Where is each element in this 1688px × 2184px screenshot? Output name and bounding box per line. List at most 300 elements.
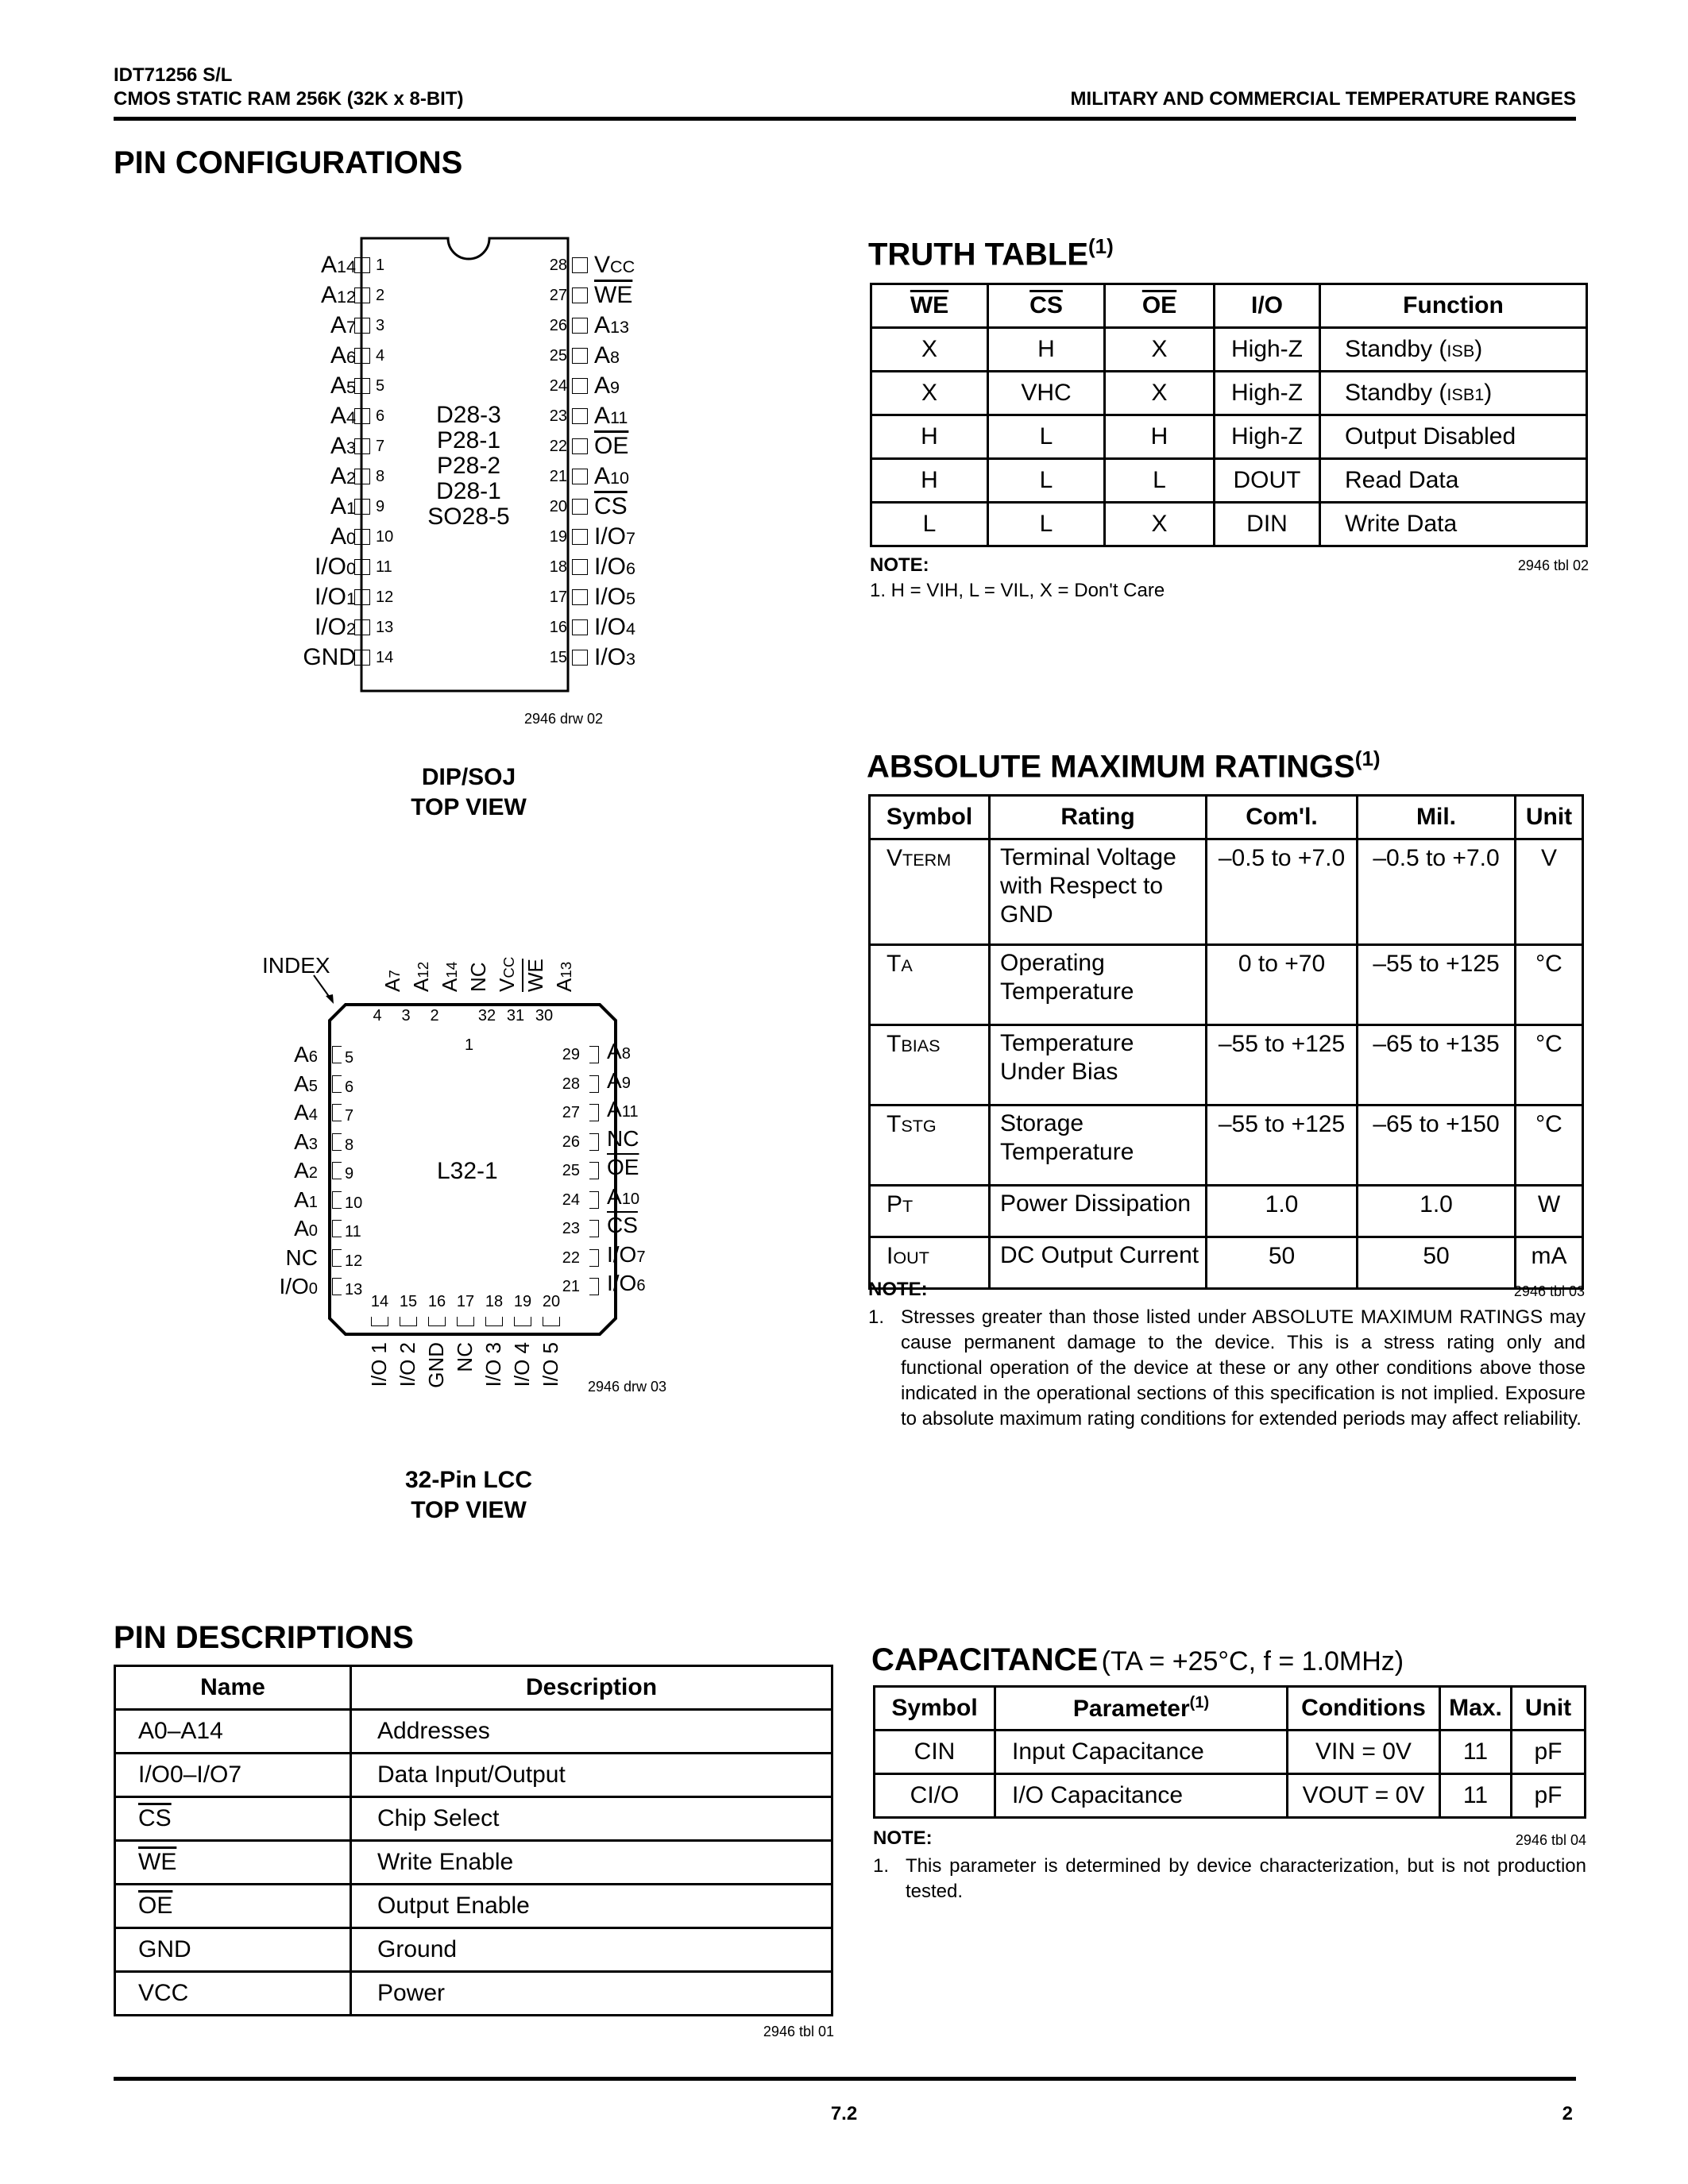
th-conditions: Conditions: [1288, 1687, 1440, 1731]
truth-table-row: [871, 328, 1587, 372]
cell-oe: X: [1105, 372, 1215, 415]
cell-cap-unit: pF: [1512, 1774, 1586, 1818]
lcc-caption-1: 32-Pin LCC: [404, 1467, 533, 1493]
pin-desc-row: [115, 1797, 832, 1841]
pin-label: A4: [294, 1100, 318, 1125]
abs-note-num: 1.: [868, 1306, 885, 1328]
truth-note-label: NOTE:: [870, 554, 929, 576]
dip-pin-8: [270, 461, 413, 492]
lcc-pin-number: 29: [562, 1046, 580, 1063]
cell-symbol: VTERM: [870, 839, 990, 945]
pin-label: A0: [330, 523, 356, 550]
dip-pin-28: [549, 250, 689, 280]
header-right: MILITARY AND COMMERCIAL TEMPERATURE RANGES: [1070, 88, 1576, 110]
pin-pad: [332, 1046, 342, 1063]
dip-pin-number: 9: [376, 498, 385, 515]
pin-label: A8: [607, 1039, 631, 1063]
cell-io: High-Z: [1215, 372, 1320, 415]
pin-pad: [457, 1317, 474, 1326]
pin-pad: [514, 1317, 531, 1326]
abs-max-title: ABSOLUTE MAXIMUM RATINGS$^{(1)}$: [867, 747, 1381, 785]
header-part: IDT71256 S/L: [114, 64, 233, 86]
th-cap-unit: Unit: [1512, 1687, 1586, 1731]
cell-parameter: I/O Capacitance: [995, 1774, 1288, 1818]
pin-label: A0: [294, 1216, 318, 1241]
pin-label: A1: [330, 493, 356, 519]
dip-diagram: [270, 234, 683, 695]
dip-pin-number: 3: [376, 317, 385, 334]
pin-pad: [589, 1075, 599, 1093]
lcc-pin-number: 22: [562, 1248, 580, 1267]
pin-label: VCC: [594, 252, 635, 278]
cell-unit: mA: [1516, 1237, 1583, 1289]
cell-io: DIN: [1215, 503, 1320, 546]
pin-desc-row: [115, 1841, 832, 1885]
cell-pin-description: Output Enable: [351, 1885, 832, 1928]
lcc-pin-12: [254, 1244, 365, 1272]
pin-pad: [572, 589, 588, 605]
lcc-bottom-pin-number: 14: [370, 1293, 389, 1310]
pin-desc-row: [115, 1754, 832, 1797]
cell-cs: H: [988, 328, 1105, 372]
lcc-pin-number: 24: [562, 1190, 580, 1209]
cell-unit: °C: [1516, 1106, 1583, 1186]
cell-pin-description: Ground: [351, 1928, 832, 1972]
dip-drw-ref: 2946 drw 02: [524, 711, 604, 727]
dip-pin-number: 27: [549, 287, 567, 304]
cell-pin-name: $\overline{WE}$: [115, 1841, 351, 1885]
dip-pin-number: 11: [376, 558, 392, 576]
header-rule: [114, 117, 1576, 121]
cell-we: H: [871, 415, 988, 459]
lcc-pin-22: [556, 1241, 699, 1272]
cell-coml: 50: [1207, 1237, 1358, 1289]
cell-pin-description: Addresses: [351, 1710, 832, 1754]
pin-label: GND: [303, 644, 356, 670]
dip-pin-number: 12: [376, 588, 394, 606]
th-name: Name: [115, 1666, 351, 1710]
abs-max-row: [870, 1025, 1583, 1106]
pin-label: A7: [380, 970, 404, 992]
abs-note: Stresses greater than those listed under ABSOLUTE MAXIMUM RATINGS may cause permanent damage to the device. This is a stress rating only and functional operation of the device at these or any other conditions above those indicated in the operational sections of this specification is not implied. Exposure to absolute maximum rating conditions for extended periods may affect reliability.: [901, 1306, 1586, 1430]
pin-pad: [589, 1278, 599, 1295]
pin-pad: [572, 348, 588, 364]
cell-cs: L: [988, 459, 1105, 503]
dip-pin-27: [549, 280, 689, 311]
pin-label: I/O6: [594, 554, 636, 580]
lcc-top-pin-number: 30: [535, 1007, 554, 1024]
lcc-pin-number: 25: [562, 1162, 580, 1179]
pin-label: A12: [320, 282, 356, 308]
cell-coml: –0.5 to +7.0: [1207, 839, 1358, 945]
pin-pad: [371, 1317, 388, 1326]
pin-desc-row: [115, 1885, 832, 1928]
lcc-pin-13: [254, 1272, 365, 1301]
lcc-pin-number: 8: [345, 1136, 354, 1154]
pin-label: I/O6: [607, 1271, 646, 1295]
abs-note-label: NOTE:: [868, 1279, 928, 1300]
pin-pad: [354, 257, 370, 273]
cell-mil: –65 to +150: [1358, 1106, 1516, 1186]
lcc-top-pin-label: [463, 933, 492, 992]
dip-pin-7: [270, 431, 413, 461]
lcc-bottom-pin-label: GND: [424, 1342, 448, 1388]
dip-pin-5: [270, 371, 413, 401]
dip-pin-number: 8: [376, 468, 385, 485]
pin-label: A14: [438, 961, 462, 992]
lcc-bottom-pin-number: 19: [513, 1293, 532, 1310]
dip-pin-number: 5: [376, 377, 385, 395]
cell-mil: 1.0: [1358, 1186, 1516, 1237]
pin-desc-tbl-ref: 2946 tbl 01: [763, 2024, 834, 2039]
pin-pad: [572, 469, 588, 484]
pin-label: I/O5: [594, 584, 636, 610]
pin-label: A10: [607, 1183, 640, 1209]
dip-pin-14: [270, 642, 413, 673]
lcc-drw-ref: 2946 drw 03: [588, 1379, 667, 1395]
pin-label: NC: [607, 1125, 639, 1151]
cell-mil: –55 to +125: [1358, 945, 1516, 1025]
lcc-package-name: L32-1: [437, 1158, 498, 1184]
pin-pad: [332, 1220, 342, 1237]
pin-label: NC: [285, 1244, 318, 1270]
pin-label: I/O3: [594, 644, 636, 670]
dip-pin-26: [549, 311, 689, 341]
cell-parameter: Input Capacitance: [995, 1731, 1288, 1774]
th-max: Max.: [1440, 1687, 1512, 1731]
dip-pin-number: 1: [376, 257, 385, 274]
pin-pad: [589, 1220, 599, 1237]
pin-label: A2: [294, 1158, 318, 1183]
dip-pin-9: [270, 492, 413, 522]
pin-pad: [354, 619, 370, 635]
truth-table-header: [871, 284, 1587, 328]
cell-we: X: [871, 372, 988, 415]
dip-pin-number: 13: [376, 619, 394, 636]
dip-pin-13: [270, 612, 413, 642]
dip-caption-2: TOP VIEW: [411, 794, 527, 820]
abs-max-row: [870, 839, 1583, 945]
lcc-top-pin-number: 32: [477, 1007, 496, 1024]
pin-pad: [354, 529, 370, 545]
cell-we: X: [871, 328, 988, 372]
pin-pad: [589, 1104, 599, 1121]
cell-symbol: IOUT: [870, 1237, 990, 1289]
cap-row: [875, 1731, 1586, 1774]
dip-pin-23: [549, 401, 689, 431]
pin-label: A8: [594, 342, 620, 369]
cell-io: High-Z: [1215, 328, 1320, 372]
lcc-pin-21: [556, 1272, 699, 1301]
lcc-pin-number: 13: [345, 1281, 363, 1298]
cell-coml: –55 to +125: [1207, 1025, 1358, 1106]
dip-pin-number: 2: [376, 287, 385, 304]
lcc-pin-number: 23: [562, 1220, 580, 1237]
abs-max-header: [870, 796, 1583, 839]
cell-coml: –55 to +125: [1207, 1106, 1358, 1186]
pin-pad: [354, 589, 370, 605]
lcc-top-pin-label: [520, 933, 549, 992]
dip-pin-number: 20: [549, 498, 567, 515]
pin-label: A1: [294, 1187, 318, 1212]
cell-pin-name: GND: [115, 1928, 351, 1972]
dip-package-code: P28-1: [436, 427, 501, 453]
cell-pin-description: Power: [351, 1972, 832, 2016]
cell-cs: VHC: [988, 372, 1105, 415]
pin-pad: [332, 1278, 342, 1295]
pin-pad: [354, 469, 370, 484]
lcc-bottom-pin-label: I/O 1: [367, 1342, 391, 1387]
cell-oe: X: [1105, 503, 1215, 546]
cell-pin-name: $\overline{OE}$: [115, 1885, 351, 1928]
pin-pad: [354, 348, 370, 364]
pin-label: I/O0: [314, 554, 356, 580]
pin-label: A6: [330, 342, 356, 369]
pin-label: A9: [594, 372, 620, 399]
th-symbol: Symbol: [870, 796, 990, 839]
pin-pad: [354, 559, 370, 575]
pin-pad: [572, 499, 588, 515]
th-function: Function: [1320, 284, 1587, 328]
pin-label: I/O1: [314, 584, 356, 610]
cell-rating: Terminal Voltage with Respect to GND: [990, 839, 1207, 945]
cell-oe: H: [1105, 415, 1215, 459]
dip-package-code: D28-3: [436, 402, 501, 428]
th-description: Description: [351, 1666, 832, 1710]
cell-function: Standby (ISB1): [1320, 372, 1587, 415]
cell-pin-description: Write Enable: [351, 1841, 832, 1885]
th-parameter: Parameter$^{(1)}$: [995, 1687, 1288, 1731]
pin-pad: [400, 1317, 417, 1326]
pin-pad: [332, 1191, 342, 1209]
cell-unit: W: [1516, 1186, 1583, 1237]
lcc-pin-9: [254, 1156, 365, 1185]
cell-unit: °C: [1516, 1025, 1583, 1106]
cell-rating: Power Dissipation: [990, 1186, 1207, 1237]
pin-label: VCC: [495, 956, 519, 992]
lcc-bottom-pin-number: 20: [542, 1293, 561, 1310]
pin-label: A13: [552, 961, 576, 992]
truth-table-row: [871, 415, 1587, 459]
cell-cap-unit: pF: [1512, 1731, 1586, 1774]
lcc-top-pin-label: [406, 933, 435, 992]
abs-max-row: [870, 945, 1583, 1025]
lcc-pin-number: 27: [562, 1104, 580, 1121]
cell-rating: Operating Temperature: [990, 945, 1207, 1025]
dip-pin-number: 24: [549, 377, 567, 395]
cell-we: L: [871, 503, 988, 546]
lcc-top-pin-number: 4: [373, 1007, 382, 1024]
cell-cap-symbol: CIN: [875, 1731, 995, 1774]
cell-function: Standby (ISB): [1320, 328, 1587, 372]
lcc-top-pin-number: 3: [401, 1007, 411, 1024]
pin-label: $\overline{OE}$: [594, 433, 629, 459]
pin-label: A12: [409, 961, 433, 992]
dip-pin-number: 4: [376, 347, 385, 365]
pin-pad: [572, 408, 588, 424]
th-cs: $\overline{CS}$: [988, 284, 1105, 328]
dip-pin-3: [270, 311, 413, 341]
lcc-pin-23: [556, 1214, 699, 1243]
dip-pin-22: [549, 431, 689, 461]
lcc-pin-number: 5: [345, 1049, 354, 1067]
pin-pad: [354, 438, 370, 454]
pin-desc-row: [115, 1710, 832, 1754]
dip-pin-19: [549, 522, 689, 552]
dip-pin-number: 25: [549, 347, 567, 365]
lcc-pin-6: [254, 1070, 365, 1098]
lcc-top-pin-label: [549, 933, 577, 992]
pin-label: A13: [594, 312, 630, 338]
pin-label: I/O4: [594, 614, 636, 640]
lcc-pin-number: 11: [345, 1223, 361, 1241]
lcc-pin-10: [254, 1186, 365, 1214]
pin-label: $\overline{CS}$: [594, 493, 628, 519]
pin-desc-table: [114, 1665, 833, 2016]
abs-tbl-ref: 2946 tbl 03: [1513, 1283, 1585, 1299]
cell-cs: L: [988, 415, 1105, 459]
pin-label: I/O7: [594, 523, 636, 550]
lcc-pin-11: [254, 1214, 365, 1243]
cell-io: DOUT: [1215, 459, 1320, 503]
lcc-pin-25: [556, 1156, 699, 1185]
cell-rating: Temperature Under Bias: [990, 1025, 1207, 1106]
cap-row: [875, 1774, 1586, 1818]
dip-pin-10: [270, 522, 413, 552]
truth-table-row: [871, 372, 1587, 415]
pin-pad: [572, 529, 588, 545]
lcc-pin-one: 1: [465, 1036, 474, 1054]
pin-pad: [332, 1133, 342, 1151]
dip-pin-16: [549, 612, 689, 642]
lcc-top-pin-label: [492, 933, 520, 992]
pin-pad: [572, 378, 588, 394]
abs-max-row: [870, 1237, 1583, 1289]
dip-pin-24: [549, 371, 689, 401]
pin-label: A5: [330, 372, 356, 399]
th-rating: Rating: [990, 796, 1207, 839]
pin-label: $\overline{WE}$: [523, 959, 547, 992]
cell-symbol: PT: [870, 1186, 990, 1237]
pin-pad: [332, 1075, 342, 1093]
lcc-pin-number: 21: [562, 1278, 580, 1295]
lcc-bottom-pin-label: I/O 4: [510, 1342, 534, 1387]
dip-pin-number: 21: [549, 468, 567, 485]
lcc-bottom-pin-label: I/O 2: [396, 1342, 419, 1387]
lcc-bottom-pin-label: NC: [453, 1342, 477, 1372]
header-desc: CMOS STATIC RAM 256K (32K x 8-BIT): [114, 88, 464, 110]
cell-pin-name: VCC: [115, 1972, 351, 2016]
cell-pin-description: Data Input/Output: [351, 1754, 832, 1797]
cell-max: 11: [1440, 1774, 1512, 1818]
lcc-top-pin-label: [377, 933, 406, 992]
pin-label: I/O7: [607, 1241, 646, 1267]
dip-package-code: SO28-5: [427, 504, 510, 530]
pin-desc-row: [115, 1928, 832, 1972]
lcc-pin-number: 28: [562, 1075, 580, 1093]
lcc-top-pin-number: 31: [506, 1007, 525, 1024]
pin-label: $\overline{CS}$: [607, 1213, 638, 1237]
pin-label: $\overline{OE}$: [607, 1155, 639, 1179]
dip-pin-number: 22: [549, 438, 567, 455]
pin-pad: [572, 619, 588, 635]
dip-pin-number: 7: [376, 438, 385, 455]
dip-pin-number: 23: [549, 407, 567, 425]
dip-pin-number: 19: [549, 528, 567, 546]
th-cap-symbol: Symbol: [875, 1687, 995, 1731]
cell-max: 11: [1440, 1731, 1512, 1774]
dip-pin-number: 28: [549, 257, 567, 274]
pin-pad: [428, 1317, 446, 1326]
dip-pin-20: [549, 492, 689, 522]
lcc-bottom-pin-label: I/O 3: [481, 1342, 505, 1387]
cell-coml: 0 to +70: [1207, 945, 1358, 1025]
lcc-bottom-pin-number: 18: [485, 1293, 504, 1310]
dip-pin-2: [270, 280, 413, 311]
pin-label: A3: [330, 433, 356, 459]
abs-max-table: [868, 794, 1584, 1290]
footer-section: 7.2: [830, 2103, 858, 2124]
dip-pin-number: 18: [549, 558, 567, 576]
pin-pad: [589, 1249, 599, 1267]
lcc-pin-5: [254, 1040, 365, 1069]
lcc-top-pin-number: 2: [430, 1007, 439, 1024]
dip-pin-number: 15: [549, 649, 567, 666]
pin-label: A6: [294, 1042, 318, 1067]
cell-rating: DC Output Current: [990, 1237, 1207, 1289]
cell-pin-description: Chip Select: [351, 1797, 832, 1841]
pin-pad: [354, 650, 370, 666]
truth-table-row: [871, 503, 1587, 546]
cap-note-num: 1.: [873, 1855, 890, 1877]
lcc-pin-26: [556, 1125, 699, 1156]
th-oe: $\overline{OE}$: [1105, 284, 1215, 328]
pin-label: A7: [330, 312, 356, 338]
lcc-pin-8: [254, 1128, 365, 1156]
lcc-bottom-pin-label: I/O 5: [539, 1342, 562, 1387]
cell-function: Read Data: [1320, 459, 1587, 503]
lcc-pin-28: [556, 1067, 699, 1098]
dip-pin-number: 16: [549, 619, 567, 636]
cell-symbol: TA: [870, 945, 990, 1025]
dip-pin-number: 17: [549, 588, 567, 606]
cell-coml: 1.0: [1207, 1186, 1358, 1237]
lcc-pin-29: [556, 1040, 699, 1069]
dip-package-code: D28-1: [436, 478, 501, 504]
pin-label: $\overline{WE}$: [594, 282, 633, 308]
truth-note: 1. H = VIH, L = VIL, X = Don't Care: [870, 580, 1165, 601]
pin-label: I/O2: [314, 614, 356, 640]
lcc-top-pin-label: [435, 933, 463, 992]
pin-pad: [572, 438, 588, 454]
dip-pin-1: [270, 250, 413, 280]
truth-table-title: TRUTH TABLE$^{(1)}$: [868, 234, 1114, 272]
truth-table: [870, 283, 1588, 547]
lcc-pin-number: 9: [345, 1165, 354, 1183]
dip-pin-6: [270, 401, 413, 431]
dip-pin-15: [549, 642, 689, 673]
lcc-pin-number: 6: [345, 1078, 354, 1096]
pin-pad: [589, 1046, 599, 1063]
pin-pad: [354, 408, 370, 424]
pin-label: NC: [466, 962, 490, 992]
pin-pad: [543, 1317, 560, 1326]
lcc-pin-number: 12: [345, 1252, 363, 1270]
pin-pad: [332, 1249, 342, 1267]
cell-pin-name: A0–A14: [115, 1710, 351, 1754]
cell-oe: X: [1105, 328, 1215, 372]
pin-label: A9: [607, 1067, 631, 1093]
